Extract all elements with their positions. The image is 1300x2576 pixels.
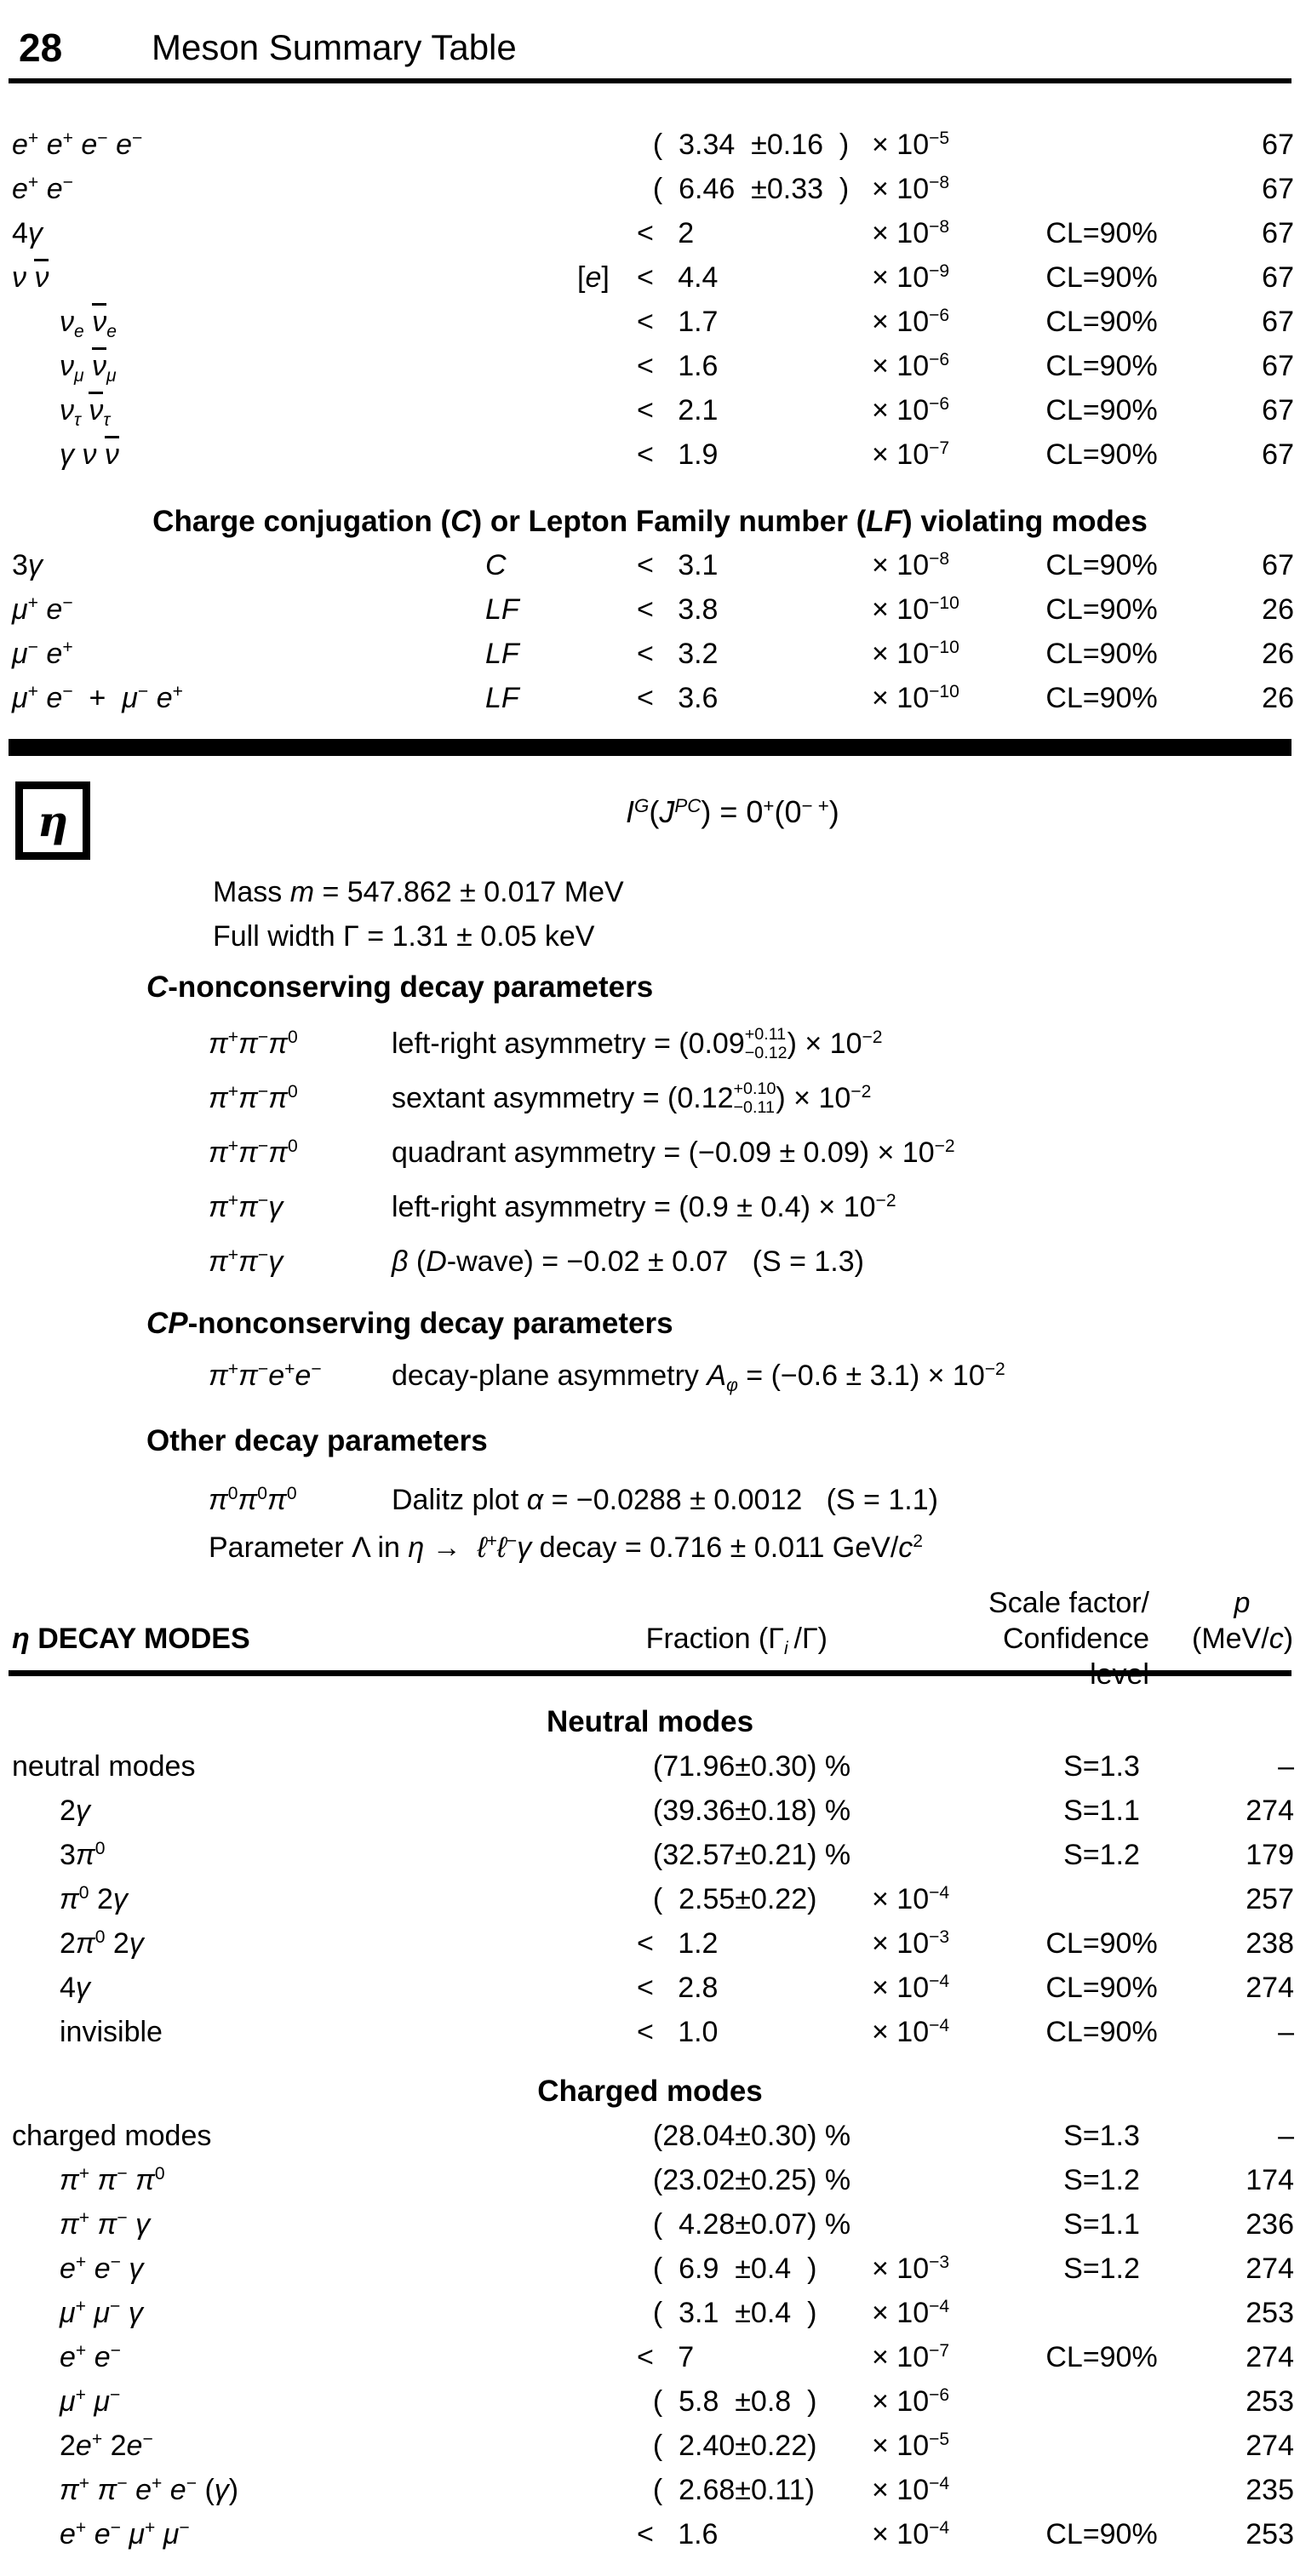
confidence-level: CL=90% <box>1045 682 1158 714</box>
decay-mode-label: $\pi^0$ 2γ <box>60 1883 128 1915</box>
decay-mode-row <box>0 2424 1300 2468</box>
fraction-value: ( 3.1 ±0.4 ) <box>637 2297 817 2329</box>
fraction-value: ( 6.9 ±0.4 ) <box>637 2253 817 2285</box>
fraction-value: (28.04±0.30) % <box>637 2120 851 2152</box>
scale-or-confidence: CL=90% <box>1045 2341 1158 2373</box>
decay-mode-row <box>0 388 1300 432</box>
fraction-power: × $10^{-3}$ <box>872 2253 950 2285</box>
confidence-level: CL=90% <box>1045 261 1158 294</box>
parameter-mode: $\pi^+\pi^-\pi^0$ <box>209 1028 298 1060</box>
fraction-power: × $10^{-8}$ <box>872 173 950 205</box>
momentum-value: 274 <box>1246 2430 1294 2462</box>
decay-mode-row <box>0 2158 1300 2202</box>
fraction-value: (23.02±0.25) % <box>637 2164 851 2196</box>
momentum-value: 235 <box>1246 2474 1294 2506</box>
parameter-mode: π+π−e+e− <box>209 1360 322 1392</box>
eta-section-header <box>0 781 1300 867</box>
decay-mode-label: $\nu_\tau$ $\nu_\tau$ <box>60 388 110 437</box>
momentum-value: 253 <box>1246 2385 1294 2418</box>
fraction-power: × $10^{-7}$ <box>872 438 950 471</box>
fraction-value: (32.57±0.21) % <box>637 1839 851 1871</box>
decay-mode-row <box>0 344 1300 388</box>
momentum-value: 253 <box>1246 2518 1294 2550</box>
parameter-text: Dalitz plot α = −0.0288 ± 0.0012 (S = 1.1) <box>392 1484 938 1516</box>
parameter-row <box>0 1476 1300 1524</box>
charged-modes-table <box>0 2114 1300 2556</box>
decay-mode-label: $3\pi^0$ <box>60 1839 106 1871</box>
decay-mode-label: $\nu_\mu$ $\nu_\mu$ <box>60 344 117 392</box>
decay-mode-row <box>0 676 1300 720</box>
column-header-confidence-level: Confidence level <box>1002 1623 1149 1691</box>
column-header-p: p <box>1234 1587 1251 1619</box>
decay-mode-row <box>0 2291 1300 2335</box>
momentum-value: 274 <box>1246 2253 1294 2285</box>
violating-modes-section-header: Charge conjugation (C) or Lepton Family number (LF) violating modes <box>152 505 1148 538</box>
decay-mode-label: e+ e− <box>60 2341 121 2373</box>
momentum-value: 174 <box>1246 2164 1294 2196</box>
scale-or-confidence: S=1.2 <box>1063 1839 1140 1871</box>
scale-or-confidence: S=1.2 <box>1063 2253 1140 2285</box>
momentum-value: 236 <box>1246 2208 1294 2241</box>
momentum-value: 67 <box>1262 261 1294 294</box>
scale-or-confidence: S=1.3 <box>1063 2120 1140 2152</box>
fraction-value: < 3.1 <box>637 549 719 581</box>
momentum-value: 257 <box>1246 1883 1294 1915</box>
fraction-power: × $10^{-9}$ <box>872 261 950 294</box>
confidence-level: CL=90% <box>1045 593 1158 626</box>
decay-mode-row <box>0 123 1300 167</box>
fraction-power: × $10^{-4}$ <box>872 2474 950 2506</box>
decay-mode-label: $2\pi^0$ 2γ <box>60 1927 144 1960</box>
mass-line: Mass m = 547.862 ± 0.017 MeV <box>213 876 624 908</box>
fraction-value: < 2 <box>637 217 695 249</box>
scale-or-confidence: CL=90% <box>1045 1927 1158 1960</box>
parameter-row <box>0 1125 1300 1180</box>
decay-mode-row <box>0 2247 1300 2291</box>
scale-or-confidence: S=1.2 <box>1063 2164 1140 2196</box>
fraction-power: × $10^{-4}$ <box>872 1883 950 1915</box>
decay-mode-label: 4γ <box>12 217 43 249</box>
scale-or-confidence: CL=90% <box>1045 1972 1158 2004</box>
momentum-value: – <box>1278 1750 1294 1783</box>
decay-mode-row <box>0 2202 1300 2247</box>
decay-mode-row <box>0 2512 1300 2556</box>
parameter-mode: π+π−γ <box>209 1245 283 1278</box>
charged-modes-group-header: Charged modes <box>537 2075 763 2108</box>
momentum-value: 238 <box>1246 1927 1294 1960</box>
parameter-row <box>0 1524 1300 1571</box>
fraction-value: (39.36±0.18) % <box>637 1795 851 1827</box>
fraction-power: × $10^{-4}$ <box>872 2297 950 2329</box>
momentum-value: – <box>1278 2016 1294 2048</box>
scale-or-confidence: S=1.3 <box>1063 1750 1140 1783</box>
confidence-level: CL=90% <box>1045 350 1158 382</box>
decay-mode-row <box>0 1789 1300 1833</box>
fraction-power: × $10^{-10}$ <box>872 638 959 670</box>
momentum-value: 274 <box>1246 1972 1294 2004</box>
fraction-value: (71.96±0.30) % <box>637 1750 851 1783</box>
decay-mode-label: charged modes <box>12 2120 212 2152</box>
c-nonconserving-header: C-nonconserving decay parameters <box>146 970 654 1004</box>
decay-mode-label: μ+ μ− <box>60 2385 121 2418</box>
momentum-value: 67 <box>1262 549 1294 581</box>
quantum-numbers: $I^G(J^{PC}) = 0^+(0^{- +})$ <box>626 794 839 829</box>
decay-mode-label: μ− e+ <box>12 638 73 670</box>
decay-mode-row <box>0 587 1300 632</box>
fraction-value: < 3.2 <box>637 638 719 670</box>
momentum-value: 26 <box>1262 593 1294 626</box>
violation-qualifier: LF <box>485 593 519 626</box>
scale-or-confidence: S=1.1 <box>1063 1795 1140 1827</box>
fraction-value: < 1.6 <box>637 350 719 382</box>
particle-section-divider <box>9 739 1291 756</box>
parameter-text: decay-plane asymmetry $A_\varphi = (-0.6 \pm 3.1) \times 10^{-2}$ <box>392 1360 1005 1396</box>
violation-qualifier: C <box>485 549 507 581</box>
decay-mode-row <box>0 2010 1300 2054</box>
parameter-row <box>0 1016 1300 1071</box>
fraction-power: × $10^{-3}$ <box>872 1927 950 1960</box>
decay-mode-label: π+ π− γ <box>60 2208 151 2241</box>
fraction-value: < 1.2 <box>637 1927 719 1960</box>
momentum-value: 274 <box>1246 2341 1294 2373</box>
decay-mode-row <box>0 2468 1300 2512</box>
decay-mode-label: π+ π− $\pi^0$ <box>60 2164 165 2196</box>
decay-mode-label: π+ π− e+ e− (γ) <box>60 2474 239 2506</box>
decay-mode-row <box>0 543 1300 587</box>
decay-mode-row <box>0 211 1300 255</box>
decay-mode-row <box>0 432 1300 477</box>
other-parameters-header: Other decay parameters <box>146 1424 488 1457</box>
parameter-mode: $\pi^+\pi^-\pi^0$ <box>209 1082 298 1114</box>
confidence-level: CL=90% <box>1045 549 1158 581</box>
cp-nonconserving-header: CP-nonconserving decay parameters <box>146 1307 673 1340</box>
decay-mode-label: invisible <box>60 2016 163 2048</box>
particle-symbol: η <box>37 795 69 846</box>
momentum-value: 67 <box>1262 438 1294 471</box>
fraction-power: × $10^{-6}$ <box>872 306 950 338</box>
fraction-value: ( 3.34 ±0.16 ) <box>637 129 850 161</box>
violating-modes-table <box>0 543 1300 720</box>
neutral-modes-table <box>0 1744 1300 2054</box>
decay-mode-label: μ+ e− + μ− e+ <box>12 682 183 714</box>
decay-mode-label: μ+ e− <box>12 593 73 626</box>
column-header-scale-factor: Scale factor/ <box>988 1587 1149 1619</box>
fraction-value: < 3.8 <box>637 593 719 626</box>
cp-nonconserving-rows <box>0 1348 1300 1403</box>
pi0-decay-continuation-table <box>0 123 1300 477</box>
column-header-fraction: Fraction ($\Gamma_i$ /Γ) <box>645 1623 828 1659</box>
column-header-modes: η DECAY MODES <box>12 1623 250 1655</box>
violation-qualifier: LF <box>485 638 519 670</box>
scale-or-confidence: CL=90% <box>1045 2016 1158 2048</box>
momentum-value: 274 <box>1246 1795 1294 1827</box>
decay-mode-row <box>0 632 1300 676</box>
decay-mode-label: e+ e+ e− e− <box>12 129 143 161</box>
scale-or-confidence: S=1.1 <box>1063 2208 1140 2241</box>
fraction-value: < 2.8 <box>637 1972 719 2004</box>
page-header <box>0 22 1300 73</box>
parameter-text: quadrant asymmetry = $(-0.09 \pm 0.09) \times 10^{-2}$ <box>392 1136 955 1169</box>
decay-mode-label: e+ e− γ <box>60 2253 144 2285</box>
parameter-text: sextant asymmetry = (0.12 +0.10 −0.11 ) × $10^{-2}$ <box>392 1079 872 1118</box>
decay-mode-row <box>0 2114 1300 2158</box>
fraction-power: × $10^{-8}$ <box>872 217 950 249</box>
confidence-level: CL=90% <box>1045 306 1158 338</box>
fraction-value: ( 4.28±0.07) % <box>637 2208 851 2241</box>
particle-symbol-box <box>15 781 90 860</box>
momentum-value: 67 <box>1262 173 1294 205</box>
momentum-value: 67 <box>1262 350 1294 382</box>
other-parameter-rows <box>0 1476 1300 1571</box>
parameter-row <box>0 1180 1300 1234</box>
violation-qualifier: LF <box>485 682 519 714</box>
decay-mode-row <box>0 1877 1300 1921</box>
confidence-level: CL=90% <box>1045 394 1158 426</box>
decay-mode-row <box>0 255 1300 300</box>
fraction-value: < 1.0 <box>637 2016 719 2048</box>
parameter-mode: $\pi^+\pi^-\pi^0$ <box>209 1136 298 1169</box>
neutral-modes-group-header: Neutral modes <box>546 1705 754 1738</box>
momentum-value: 67 <box>1262 394 1294 426</box>
parameter-row <box>0 1071 1300 1125</box>
decay-mode-label: 2e+ 2e− <box>60 2430 153 2462</box>
momentum-value: 179 <box>1246 1839 1294 1871</box>
fraction-power: × $10^{-6}$ <box>872 350 950 382</box>
decay-mode-label: ν ν <box>12 255 49 300</box>
fraction-power: × $10^{-7}$ <box>872 2341 950 2373</box>
fraction-power: × $10^{-6}$ <box>872 394 950 426</box>
parameter-text: left-right asymmetry = $(0.9 \pm 0.4) \times 10^{-2}$ <box>392 1191 896 1223</box>
decay-mode-label: 3γ <box>12 549 43 581</box>
fraction-value: ( 2.55±0.22) <box>637 1883 817 1915</box>
parameter-row <box>0 1348 1300 1403</box>
c-nonconserving-rows <box>0 1016 1300 1289</box>
fraction-power: × $10^{-4}$ <box>872 1972 950 2004</box>
fraction-value: < 7 <box>637 2341 695 2373</box>
parameter-text: left-right asymmetry = (0.09 +0.11 −0.12 ) × $10^{-2}$ <box>392 1024 883 1063</box>
column-header-p-units: (MeV/c) <box>1192 1623 1294 1655</box>
fraction-value: < 3.6 <box>637 682 719 714</box>
fraction-power: × $10^{-5}$ <box>872 129 950 161</box>
momentum-value: 26 <box>1262 682 1294 714</box>
full-width-line: Full width Γ = 1.31 ± 0.05 keV <box>213 920 595 953</box>
parameter-mode: π+π−γ <box>209 1191 283 1223</box>
momentum-value: 67 <box>1262 306 1294 338</box>
fraction-power: × $10^{-8}$ <box>872 549 950 581</box>
decay-mode-row <box>0 167 1300 211</box>
fraction-power: × $10^{-5}$ <box>872 2430 950 2462</box>
decay-mode-label: e+ e− <box>12 173 73 205</box>
decay-mode-row <box>0 2335 1300 2379</box>
parameter-row <box>0 1234 1300 1289</box>
fraction-value: < 1.7 <box>637 306 719 338</box>
fraction-power: × $10^{-6}$ <box>872 2385 950 2418</box>
fraction-power: × $10^{-4}$ <box>872 2518 950 2550</box>
decay-mode-row <box>0 2379 1300 2424</box>
fraction-power: × $10^{-4}$ <box>872 2016 950 2048</box>
decay-mode-row <box>0 1833 1300 1877</box>
parameter-text: Parameter Λ in η → ℓ+ℓ−γ decay = 0.716 ± 0.011 GeV/$c^2$ <box>209 1531 924 1564</box>
fraction-value: ( 5.8 ±0.8 ) <box>637 2385 817 2418</box>
momentum-value: 26 <box>1262 638 1294 670</box>
scale-or-confidence: CL=90% <box>1045 2518 1158 2550</box>
parameter-text: β (D-wave) = −0.02 ± 0.07 (S = 1.3) <box>392 1245 864 1278</box>
momentum-value: – <box>1278 2120 1294 2152</box>
momentum-value: 67 <box>1262 129 1294 161</box>
decay-mode-label: neutral modes <box>12 1750 196 1783</box>
parameter-mode: $\pi^0\pi^0\pi^0$ <box>209 1484 297 1516</box>
fraction-power: × $10^{-10}$ <box>872 593 959 626</box>
decay-mode-label: μ+ μ− γ <box>60 2297 143 2329</box>
fraction-value: < 2.1 <box>637 394 719 426</box>
fraction-power: × $10^{-10}$ <box>872 682 959 714</box>
decay-mode-label: e+ e− μ+ μ− <box>60 2518 190 2550</box>
decay-mode-row <box>0 1744 1300 1789</box>
page-header-rule <box>9 78 1291 83</box>
page-number: 28 <box>19 26 63 70</box>
fraction-value: ( 2.68±0.11) <box>637 2474 815 2506</box>
decay-mode-label: 2γ <box>60 1795 90 1827</box>
decay-mode-row <box>0 1921 1300 1966</box>
confidence-level: CL=90% <box>1045 438 1158 471</box>
decay-mode-label: γ ν ν <box>60 432 119 477</box>
footnote-flag: [e] <box>577 261 610 294</box>
fraction-value: < 1.6 <box>637 2518 719 2550</box>
momentum-value: 253 <box>1246 2297 1294 2329</box>
decay-table-header <box>0 1585 1300 1691</box>
fraction-value: < 4.4 <box>637 261 719 294</box>
fraction-value: < 1.9 <box>637 438 719 471</box>
page-title: Meson Summary Table <box>152 27 517 67</box>
fraction-value: ( 6.46 ±0.33 ) <box>637 173 850 205</box>
decay-mode-label: 4γ <box>60 1972 90 2004</box>
decay-mode-label: $\nu_e$ $\nu_e$ <box>60 300 117 348</box>
decay-mode-row <box>0 1966 1300 2010</box>
fraction-value: ( 2.40±0.22) <box>637 2430 817 2462</box>
confidence-level: CL=90% <box>1045 217 1158 249</box>
decay-mode-row <box>0 300 1300 344</box>
confidence-level: CL=90% <box>1045 638 1158 670</box>
momentum-value: 67 <box>1262 217 1294 249</box>
